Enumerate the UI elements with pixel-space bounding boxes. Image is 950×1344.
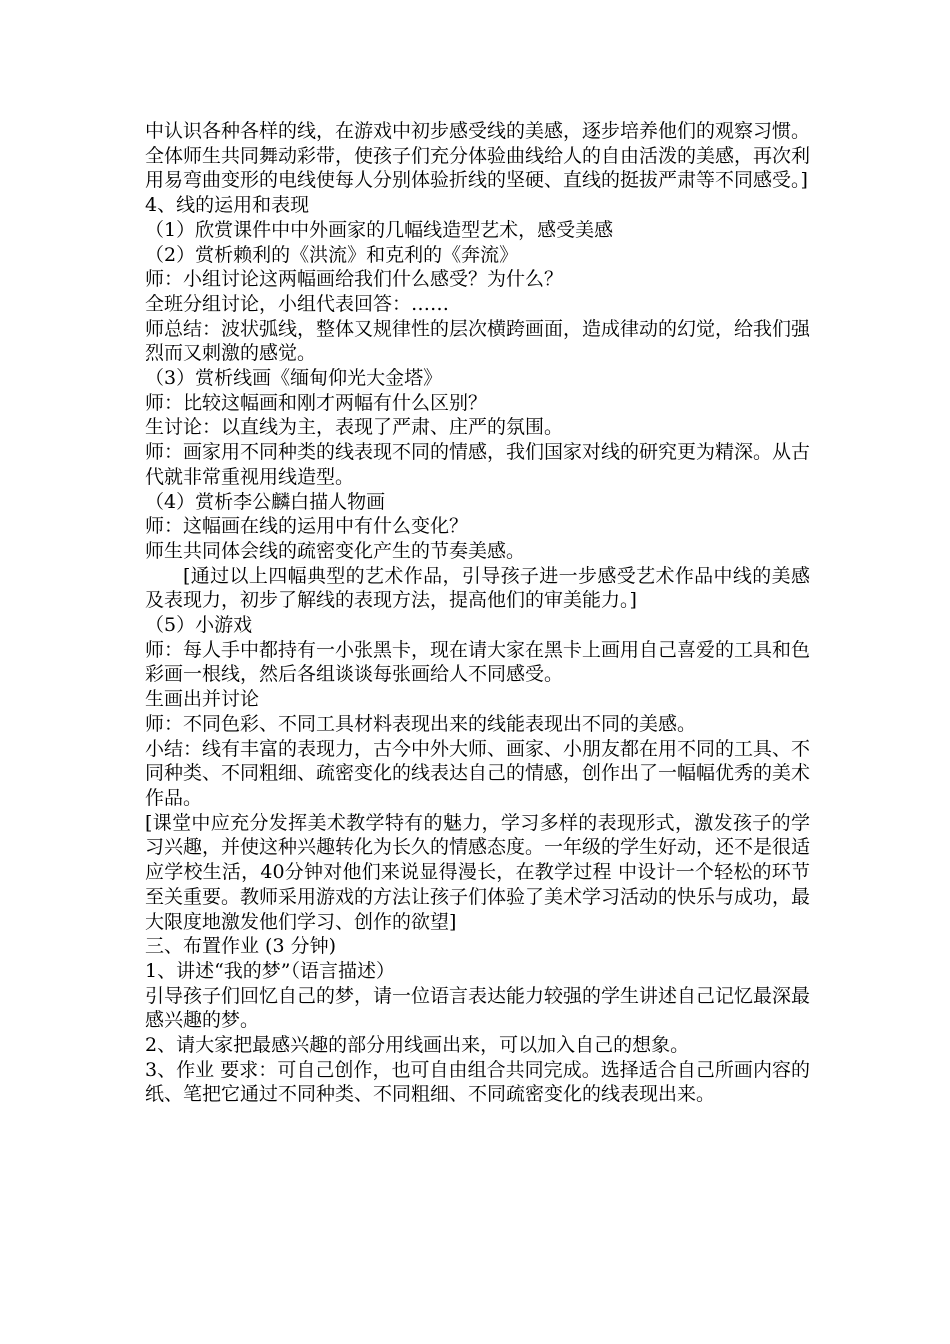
section-heading-homework: 三、布置作业 (3 分钟)	[145, 935, 336, 958]
subsection-heading-1: （1）欣赏课件中中外画家的几幅线造型艺术，感受美感	[145, 218, 614, 241]
shared-experience: 师生共同体会线的疏密变化产生的节奏美感。	[145, 539, 526, 562]
subsection-heading-2: （2）赏析赖利的《洪流》和克利的《奔流》	[145, 243, 519, 266]
teacher-question: 师：这幅画在线的运用中有什么变化？	[145, 515, 469, 538]
document-page	[145, 119, 810, 1107]
homework-item-3: 3、作业 要求：可自己创作，也可自由组合共同完成。选择适合自己所画内容的纸、笔把它通过不同种类、不同粗细、不同疏密变化的线表现出来。	[145, 1058, 810, 1106]
paragraph-continuation: 中认识各种各样的线，在游戏中初步感受线的美感，逐步培养他们的观察习惯。全体师生共同舞动彩带，使孩子们充分体验曲线给人的自由活泼的美感，再次利用易弯曲变形的电线使每人分别体验折线的坚硬、直线的挺拔严肃等不同感受。]	[145, 120, 811, 192]
teaching-note: [课堂中应充分发挥美术教学特有的魅力，学习多样的表现形式，激发孩子的学习兴趣，并使这种兴趣转化为长久的情感态度。一年级的学生好动，还不是很适应学校生活，40分钟对他们来说显得漫长，在教学过程 中设计一个轻松的环节至关重要。教师采用游戏的方法让孩子们体验了美术学习活动的快乐与成功，最大限度地激发他们学习、创作的欲望]	[145, 811, 811, 933]
subsection-heading-3: （3）赏析线画《缅甸仰光大金塔》	[145, 367, 443, 390]
subsection-heading-5: （5）小游戏	[145, 614, 253, 637]
teaching-note: [通过以上四幅典型的艺术作品，引导孩子进一步感受艺术作品中线的美感及表现力，初步了解线的表现方法，提高他们的审美能力。]	[145, 564, 810, 612]
teacher-statement: 师：不同色彩、不同工具材料表现出来的线能表现出不同的美感。	[145, 712, 697, 735]
subsection-heading-4: （4）赏析李公麟白描人物画	[145, 490, 386, 513]
homework-item-2: 2、请大家把最感兴趣的部分用线画出来，可以加入自己的想象。	[145, 1034, 690, 1057]
student-discussion: 生讨论：以直线为主，表现了严肃、庄严的氛围。	[145, 416, 564, 439]
teacher-question: 师：小组讨论这两幅画给我们什么感受？为什么？	[145, 268, 564, 291]
homework-guidance: 引导孩子们回忆自己的梦，请一位语言表达能力较强的学生讲述自己记忆最深最感兴趣的梦。	[145, 984, 811, 1032]
teacher-question: 师：比较这幅画和刚才两幅有什么区别？	[145, 391, 488, 414]
homework-item-1: 1、讲述“我的梦”（语言描述）	[145, 959, 396, 982]
student-activity: 生画出并讨论	[145, 688, 260, 711]
lesson-summary: 小结：线有丰富的表现力，古今中外大师、画家、小朋友都在用不同的工具、不同种类、不同粗细、疏密变化的线表达自己的情感，创作出了一幅幅优秀的美术作品。	[145, 737, 811, 809]
teacher-instruction: 师：每人手中都持有一小张黑卡，现在请大家在黑卡上画用自己喜爱的工具和色彩画一根线，然后各组谈谈每张画给人不同感受。	[145, 638, 811, 686]
teacher-statement: 师：画家用不同种类的线表现不同的情感，我们国家对线的研究更为精深。从古代就非常重视用线造型。	[145, 441, 811, 488]
class-discussion: 全班分组讨论，小组代表回答：……	[145, 292, 450, 315]
section-heading-line-usage: 4、线的运用和表现	[145, 194, 310, 217]
teacher-summary: 师总结：波状弧线，整体又规律性的层次横跨画面，造成律动的幻觉，给我们强烈而又刺激的感觉。	[145, 317, 811, 365]
